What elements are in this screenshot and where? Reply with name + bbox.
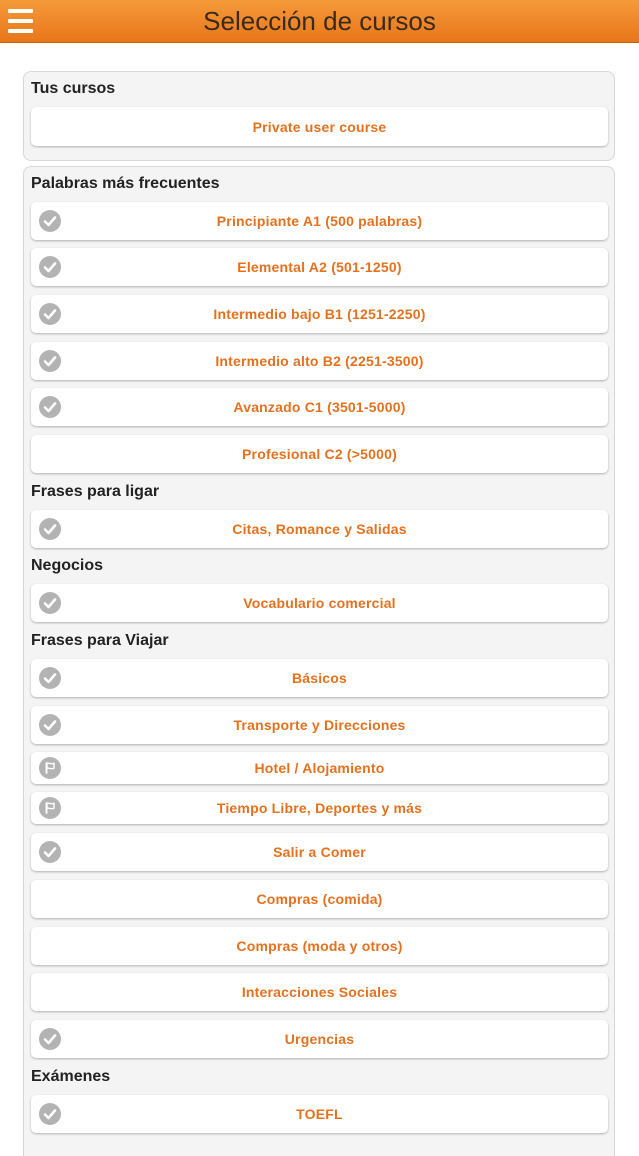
course-label: Compras (comida) bbox=[256, 891, 383, 907]
section-label-examenes: Exámenes bbox=[31, 1068, 111, 1085]
section-label-tus-cursos: Tus cursos bbox=[31, 80, 116, 97]
page-title: Selección de cursos bbox=[203, 6, 436, 36]
course-label: Elemental A2 (501-1250) bbox=[237, 259, 402, 275]
course-label: Urgencias bbox=[284, 1031, 355, 1047]
section-label-ligar: Frases para ligar bbox=[31, 483, 160, 500]
course-vocabulario-comercial[interactable] bbox=[31, 584, 608, 622]
course-b1[interactable] bbox=[31, 295, 608, 333]
course-private-user[interactable] bbox=[31, 107, 608, 146]
course-label: Vocabulario comercial bbox=[243, 595, 396, 611]
course-label: Intermedio alto B2 (2251-3500) bbox=[215, 353, 424, 369]
course-label: Básicos bbox=[291, 670, 348, 686]
course-c2[interactable] bbox=[31, 435, 608, 473]
course-a1[interactable] bbox=[31, 202, 608, 240]
course-compras-moda[interactable] bbox=[31, 927, 608, 965]
section-label-palabras: Palabras más frecuentes bbox=[31, 175, 220, 192]
course-b2[interactable] bbox=[31, 342, 608, 380]
course-label: Private user course bbox=[252, 118, 387, 135]
app-header bbox=[0, 0, 639, 43]
course-urgencias[interactable] bbox=[31, 1020, 608, 1058]
course-toefl[interactable] bbox=[31, 1095, 608, 1133]
course-label: TOEFL bbox=[296, 1106, 343, 1122]
course-hotel[interactable] bbox=[31, 752, 608, 784]
course-label: Hotel / Alojamiento bbox=[254, 760, 385, 776]
course-citas[interactable] bbox=[31, 510, 608, 548]
course-label: Salir a Comer bbox=[273, 844, 366, 860]
course-c1[interactable] bbox=[31, 388, 608, 426]
course-label: Intermedio bajo B1 (1251-2250) bbox=[213, 306, 426, 322]
course-a2[interactable] bbox=[31, 248, 608, 286]
course-label: Profesional C2 (>5000) bbox=[242, 446, 397, 462]
section-label-negocios: Negocios bbox=[31, 557, 104, 574]
course-salir-comer[interactable] bbox=[31, 833, 608, 871]
course-label: Avanzado C1 (3501-5000) bbox=[233, 399, 406, 415]
course-label: Citas, Romance y Salidas bbox=[232, 521, 407, 537]
course-compras-comida[interactable] bbox=[31, 880, 608, 918]
course-label: Compras (moda y otros) bbox=[236, 938, 403, 954]
course-label: Transporte y Direcciones bbox=[233, 717, 406, 733]
course-basicos[interactable] bbox=[31, 659, 608, 697]
course-label: Principiante A1 (500 palabras) bbox=[216, 213, 423, 229]
course-label: Tiempo Libre, Deportes y más bbox=[216, 800, 423, 816]
section-label-viajar: Frases para Viajar bbox=[31, 632, 169, 649]
course-label: Interacciones Sociales bbox=[241, 984, 398, 1000]
course-interacciones[interactable] bbox=[31, 973, 608, 1011]
course-tiempo-libre[interactable] bbox=[31, 792, 608, 824]
course-transporte[interactable] bbox=[31, 706, 608, 744]
